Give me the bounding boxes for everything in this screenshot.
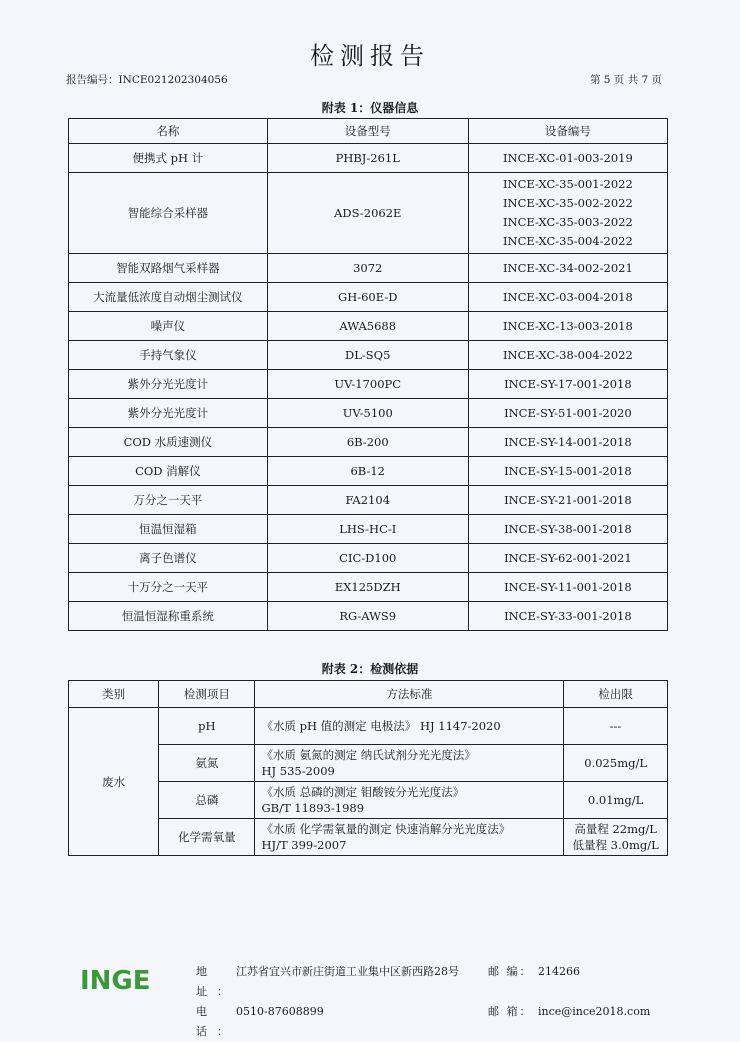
instrument-serial: INCE-SY-38-001-2018	[504, 521, 632, 536]
column-header: 检出限	[564, 681, 668, 708]
instrument-model: LHS-HC-I	[267, 515, 468, 544]
instrument-serial: INCE-XC-13-003-2018	[502, 318, 633, 333]
detection-limit: 低量程 3.0mg/L	[572, 838, 659, 852]
address-label: 地 址：	[196, 965, 238, 998]
detection-limit: 高量程 22mg/L	[574, 822, 657, 836]
table-row	[69, 144, 668, 173]
detection-limit-cell	[564, 782, 668, 819]
instrument-serial: INCE-SY-15-001-2018	[504, 463, 632, 478]
instrument-serial-cell	[468, 399, 667, 428]
table-row	[69, 428, 668, 457]
table-row	[69, 602, 668, 631]
table-row	[69, 457, 668, 486]
instrument-serial: INCE-XC-03-004-2018	[502, 289, 633, 304]
category-cell: 废水	[69, 708, 159, 856]
detection-limit: 0.025mg/L	[584, 756, 647, 770]
table-row	[69, 399, 668, 428]
test-item: 总磷	[159, 782, 255, 819]
table-row	[69, 486, 668, 515]
table-row	[69, 173, 668, 254]
instrument-serial-cell	[468, 312, 667, 341]
instrument-serial: INCE-SY-11-001-2018	[504, 579, 632, 594]
instrument-serial-cell	[468, 515, 667, 544]
instrument-serial-cell	[468, 144, 667, 173]
instrument-serial: INCE-SY-17-001-2018	[504, 376, 632, 391]
detection-limit-cell	[564, 708, 668, 745]
column-header: 检测项目	[159, 681, 255, 708]
instrument-model: ADS-2062E	[267, 173, 468, 254]
table-row	[69, 782, 668, 819]
email-value: ince@ince2018.com	[538, 1005, 651, 1018]
instrument-serial-cell	[468, 486, 667, 515]
instrument-serial: INCE-SY-21-001-2018	[504, 492, 632, 507]
instrument-name: 大流量低浓度自动烟尘测试仪	[69, 283, 268, 312]
detection-limit-cell	[564, 745, 668, 782]
table-row	[69, 312, 668, 341]
method-line: HJ/T 399-2007	[261, 838, 347, 852]
instrument-name: 万分之一天平	[69, 486, 268, 515]
instrument-model: 6B-12	[267, 457, 468, 486]
instrument-serial-cell	[468, 254, 667, 283]
page-number: 第 5 页 共 7 页	[589, 74, 662, 86]
instrument-name: 离子色谱仪	[69, 544, 268, 573]
instrument-name: 紫外分光光度计	[69, 370, 268, 399]
instrument-serial: INCE-SY-62-001-2021	[504, 550, 632, 565]
table-row	[69, 819, 668, 856]
instrument-serial: INCE-SY-51-001-2020	[504, 405, 632, 420]
instrument-model: 6B-200	[267, 428, 468, 457]
instrument-name: 便携式 pH 计	[69, 144, 268, 173]
method-standard-cell	[255, 819, 564, 856]
email-label: 邮 箱：	[488, 1005, 533, 1018]
instrument-model: PHBJ-261L	[267, 144, 468, 173]
test-item: pH	[159, 708, 255, 745]
stamp-edge	[722, 540, 740, 690]
instrument-name: 十万分之一天平	[69, 573, 268, 602]
instrument-name: 手持气象仪	[69, 341, 268, 370]
table-row	[69, 745, 668, 782]
column-header: 设备型号	[267, 119, 468, 144]
table2-caption: 附表 2：检测依据	[321, 662, 419, 676]
instrument-model: DL-SQ5	[267, 341, 468, 370]
instrument-name: 恒温恒湿称重系统	[69, 602, 268, 631]
instrument-serial: INCE-SY-33-001-2018	[504, 608, 632, 623]
instrument-table	[68, 118, 668, 631]
detection-limit-cell	[564, 819, 668, 856]
method-line: 《水质 pH 值的测定 电极法》 HJ 1147-2020	[261, 719, 501, 733]
method-table	[68, 680, 668, 856]
instrument-serial-cell	[468, 341, 667, 370]
phone-label: 电 话：	[196, 1005, 238, 1038]
instrument-model: FA2104	[267, 486, 468, 515]
method-standard-cell	[255, 745, 564, 782]
instrument-serial-cell	[468, 173, 667, 254]
instrument-name: COD 水质速测仪	[69, 428, 268, 457]
test-item: 化学需氧量	[159, 819, 255, 856]
table-row	[69, 254, 668, 283]
page-title: 检测报告	[310, 42, 430, 70]
instrument-name: 智能双路烟气采样器	[69, 254, 268, 283]
inge-logo	[80, 963, 164, 997]
detection-limit: ---	[609, 719, 622, 733]
instrument-serial: INCE-XC-34-002-2021	[502, 260, 633, 275]
instrument-name: 智能综合采样器	[69, 173, 268, 254]
report-number: 报告编号：INCE021202304056	[66, 74, 228, 86]
instrument-model: GH-60E-D	[267, 283, 468, 312]
instrument-model: EX125DZH	[267, 573, 468, 602]
method-standard-cell	[255, 708, 564, 745]
method-line: GB/T 11893-1989	[261, 801, 365, 815]
column-header: 方法标准	[255, 681, 564, 708]
instrument-serial-cell	[468, 283, 667, 312]
instrument-model: RG-AWS9	[267, 602, 468, 631]
table-header-row	[69, 119, 668, 144]
instrument-serial-cell	[468, 370, 667, 399]
detection-limit: 0.01mg/L	[587, 793, 644, 807]
instrument-serial-cell	[468, 428, 667, 457]
table-row	[69, 370, 668, 399]
instrument-serial-cell	[468, 573, 667, 602]
instrument-name: COD 消解仪	[69, 457, 268, 486]
instrument-serial: INCE-XC-35-004-2022	[502, 234, 633, 248]
table-row	[69, 283, 668, 312]
method-standard-cell	[255, 782, 564, 819]
instrument-name: 紫外分光光度计	[69, 399, 268, 428]
logo-text: INGE	[80, 966, 151, 996]
postcode-label: 邮 编：	[488, 965, 533, 978]
footer	[196, 962, 650, 1042]
method-line: HJ 535-2009	[261, 764, 335, 778]
table-header-row	[69, 681, 668, 708]
method-line: 《水质 总磷的测定 钼酸铵分光光度法》	[261, 785, 465, 799]
instrument-model: AWA5688	[267, 312, 468, 341]
test-item: 氨氮	[159, 745, 255, 782]
table1-caption: 附表 1：仪器信息	[321, 101, 419, 115]
instrument-serial-cell	[468, 602, 667, 631]
method-line: 《水质 氨氮的测定 纳氏试剂分光光度法》	[261, 748, 476, 762]
address-value: 江苏省宜兴市新庄街道工业集中区新西路28号	[236, 965, 459, 978]
instrument-serial-cell	[468, 457, 667, 486]
instrument-serial: INCE-XC-35-001-2022	[502, 177, 633, 191]
postcode-value: 214266	[538, 965, 580, 978]
instrument-serial: INCE-XC-38-004-2022	[502, 347, 633, 362]
table-row	[69, 708, 668, 745]
table-row	[69, 573, 668, 602]
instrument-serial-cell	[468, 544, 667, 573]
instrument-model: UV-1700PC	[267, 370, 468, 399]
instrument-serial: INCE-SY-14-001-2018	[504, 434, 632, 449]
table-row	[69, 544, 668, 573]
instrument-name: 噪声仪	[69, 312, 268, 341]
instrument-serial: INCE-XC-35-003-2022	[502, 215, 633, 229]
instrument-name: 恒温恒湿箱	[69, 515, 268, 544]
instrument-serial: INCE-XC-01-003-2019	[502, 150, 633, 165]
method-line: 《水质 化学需氧量的测定 快速消解分光光度法》	[261, 822, 511, 836]
instrument-model: CIC-D100	[267, 544, 468, 573]
phone-value: 0510-87608899	[236, 1005, 324, 1018]
column-header: 名称	[69, 119, 268, 144]
column-header: 类别	[69, 681, 159, 708]
table-row	[69, 341, 668, 370]
instrument-model: 3072	[267, 254, 468, 283]
column-header: 设备编号	[468, 119, 667, 144]
instrument-serial: INCE-XC-35-002-2022	[502, 196, 633, 210]
instrument-model: UV-5100	[267, 399, 468, 428]
table-row	[69, 515, 668, 544]
